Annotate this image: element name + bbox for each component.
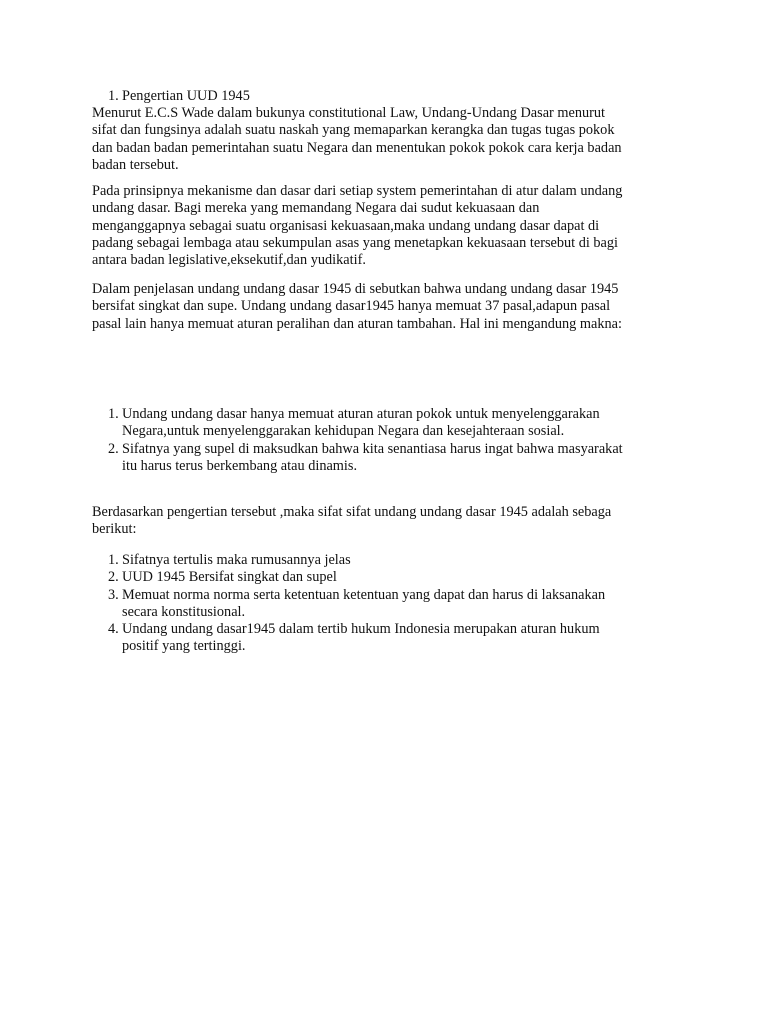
heading-text: Pengertian UUD 1945 xyxy=(122,88,250,104)
text-line: sifat dan fungsinya adalah suatu naskah yang memaparkan kerangka dan tugas tugas pokok xyxy=(92,122,615,139)
list-item xyxy=(92,552,692,569)
paragraph-2 xyxy=(92,183,692,269)
paragraph-1 xyxy=(92,105,692,174)
text-line: berikut: xyxy=(92,521,137,538)
text-line: antara badan legislative,eksekutif,dan yudikatif. xyxy=(92,252,366,269)
paragraph-3 xyxy=(92,281,692,333)
text-line: Undang undang dasar1945 dalam tertib hukum Indonesia merupakan aturan hukum xyxy=(122,621,600,638)
text-line: dan badan badan pemerintahan suatu Negara dan menentukan pokok pokok cara kerja badan xyxy=(92,139,622,156)
text-line: Undang undang dasar hanya memuat aturan aturan pokok untuk menyelenggarakan xyxy=(122,406,600,422)
text-line: positif yang tertinggi. xyxy=(122,638,246,655)
text-line: Dalam penjelasan undang undang dasar 1945 di sebutkan bahwa undang undang dasar 1945 xyxy=(92,281,619,297)
text-line: padang sebagai lembaga atau sekumpulan asas yang menetapkan kekuasaan tersebut di bagi xyxy=(92,234,619,251)
numbered-list-2 xyxy=(92,552,692,656)
text-line: Negara,untuk menyelenggarakan kehidupan Negara dan kesejahteraan sosial. xyxy=(122,423,565,440)
list-number: 2. xyxy=(108,440,119,457)
text-line: menganggapnya sebagai suatu organisasi kekuasaan,maka undang undang dasar dapat di xyxy=(92,217,600,234)
text-line: Memuat norma norma serta ketentuan ketentuan yang dapat dan harus di laksanakan xyxy=(122,586,606,603)
text-line: secara konstitusional. xyxy=(122,603,246,620)
text-line: bersifat singkat dan supe. Undang undang dasar1945 hanya memuat 37 pasal,adapun pasal xyxy=(92,298,611,315)
text-line: badan tersebut. xyxy=(92,156,179,173)
text-line: Berdasarkan pengertian tersebut ,maka sifat sifat undang undang dasar 1945 adalah sebaga xyxy=(92,504,612,520)
list-item xyxy=(92,587,692,622)
text-line: itu harus terus berkembang atau dinamis. xyxy=(122,457,358,474)
list-number: 2. xyxy=(108,569,119,586)
list-number: 1. xyxy=(108,406,119,422)
text-line: Sifatnya tertulis maka rumusannya jelas xyxy=(122,552,351,568)
paragraph-4 xyxy=(92,504,692,539)
list-item xyxy=(92,406,692,441)
list-item xyxy=(92,441,692,476)
list-item xyxy=(92,621,692,656)
text-line: Menurut E.C.S Wade dalam bukunya constitutional Law, Undang-Undang Dasar menurut xyxy=(92,105,606,121)
list-number: 4. xyxy=(108,621,119,638)
list-number: 3. xyxy=(108,586,119,603)
text-line: undang dasar. Bagi mereka yang memandang Negara dai sudut kekuasaan dan xyxy=(92,200,540,217)
text-line: UUD 1945 Bersifat singkat dan supel xyxy=(122,569,337,586)
text-line: Sifatnya yang supel di maksudkan bahwa kita senantiasa harus ingat bahwa masyarakat xyxy=(122,440,623,457)
list-number: 1. xyxy=(108,552,119,568)
numbered-list-1 xyxy=(92,406,692,475)
list-item xyxy=(92,569,692,586)
document-heading xyxy=(92,88,692,105)
text-line: pasal lain hanya memuat aturan peralihan dan aturan tambahan. Hal ini mengandung makna: xyxy=(92,315,622,332)
heading-number: 1. xyxy=(108,88,119,104)
text-line: Pada prinsipnya mekanisme dan dasar dari setiap system pemerintahan di atur dalam undang xyxy=(92,183,623,199)
